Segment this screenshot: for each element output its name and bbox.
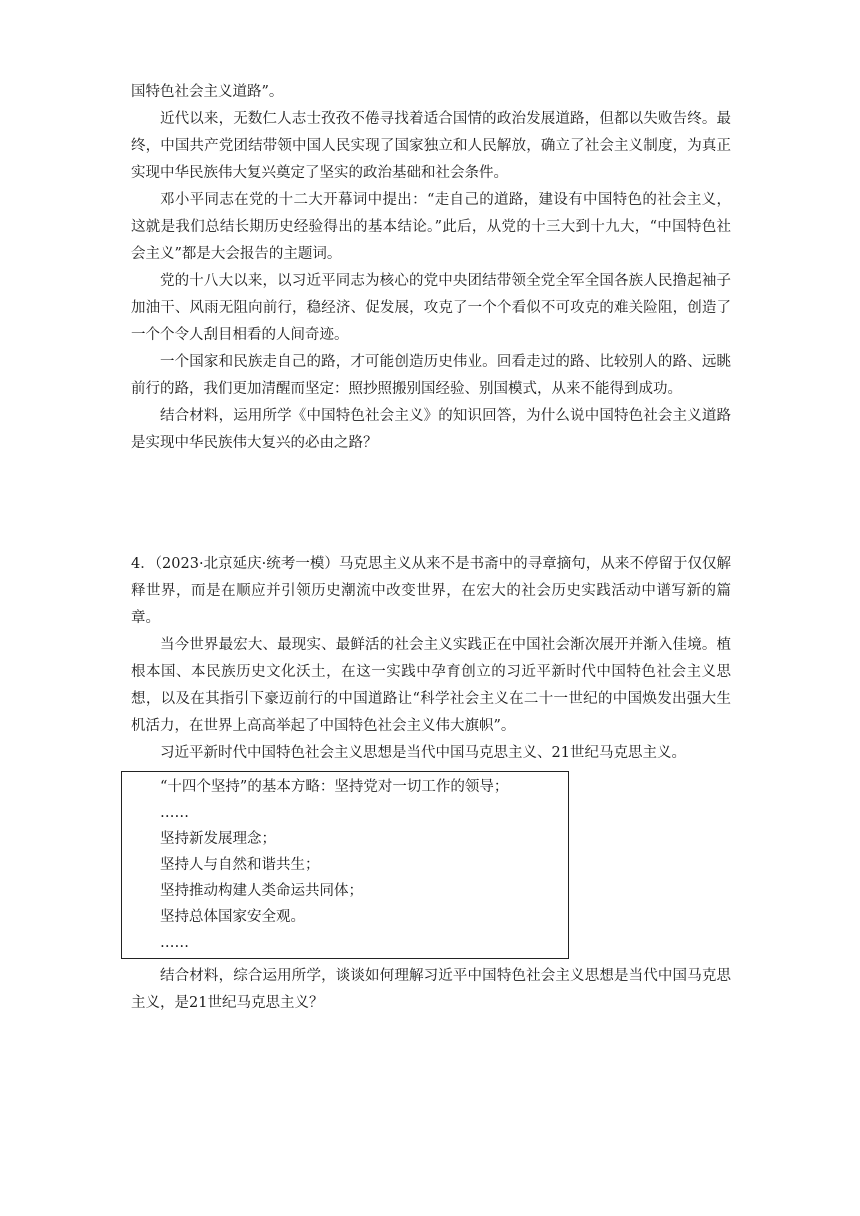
paragraph-modern-history: 近代以来，无数仁人志士孜孜不倦寻找着适合国情的政治发展道路，但都以失败告终。最终，中国共产党团结带领中国人民实现了国家独立和人民解放，确立了社会主义制度，为真正实现中华民族伟大复兴奠定了坚实的政治基础和社会条件。 <box>131 111 731 181</box>
document-content <box>131 79 731 1017</box>
question-3-prompt: 结合材料，运用所学《中国特色社会主义》的知识回答，为什么说中国特色社会主义道路是实现中华民族伟大复兴的必由之路？ <box>131 408 731 451</box>
answer-space <box>131 457 731 551</box>
question-4-paragraph-2: 当今世界最宏大、最现实、最鲜活的社会主义实践正在中国社会渐次展开并渐入佳境。植根本国、本民族历史文化沃土，在这一实践中孕育创立的习近平新时代中国特色社会主义思想，以及在其指引下豪迈前行的中国道路让“科学社会主义在二十一世纪的中国焕发出强大生机活力，在世界上高高举起了中国特色社会主义伟大旗帜”。 <box>131 637 731 734</box>
paragraph-eighteenth-congress: 党的十八大以来，以习近平同志为核心的党中央团结带领全党全军全国各族人民撸起袖子加油干、风雨无阻向前行，稳经济、促发展，攻克了一个个看似不可攻克的难关险阻，创造了一个个令人刮目相看的人间奇迹。 <box>131 273 731 343</box>
box-line: …… <box>160 805 189 821</box>
box-line: 坚持推动构建人类命运共同体； <box>160 883 363 899</box>
question-4-intro: 4．（2023·北京延庆·统考一模）马克思主义从来不是书斋中的寻章摘句，从来不停留于仅仅解释世界，而是在顺应并引领历史潮流中改变世界，在宏大的社会历史实践活动中谱写新的篇章。 <box>131 556 731 626</box>
paragraph-deng-xiaoping: 邓小平同志在党的十二大开幕词中提出：“走自己的道路，建设有中国特色的社会主义，这就是我们总结长期历史经验得出的基本结论。”此后，从党的十三大到十九大，“中国特色社会主义”都是大会报告的主题词。 <box>131 192 731 262</box>
paragraph-continuation: 国特色社会主义道路”。 <box>131 84 284 100</box>
box-line: “十四个坚持”的基本方略：坚持党对一切工作的领导； <box>160 779 509 795</box>
question-4-prompt: 结合材料，综合运用所学，谈谈如何理解习近平中国特色社会主义思想是当代中国马克思主义，是21世纪马克思主义？ <box>131 968 731 1011</box>
box-line: 坚持新发展理念； <box>160 831 276 847</box>
box-line: …… <box>160 935 189 951</box>
box-line: 坚持人与自然和谐共生； <box>160 857 320 873</box>
question-4-paragraph-3: 习近平新时代中国特色社会主义思想是当代中国马克思主义、21世纪马克思主义。 <box>160 745 686 761</box>
box-line: 坚持总体国家安全观。 <box>160 909 305 925</box>
fourteen-commitments-box <box>121 771 569 959</box>
paragraph-own-path: 一个国家和民族走自己的路，才可能创造历史伟业。回看走过的路、比较别人的路、远眺前行的路，我们更加清醒而坚定：照抄照搬别国经验、别国模式，从来不能得到成功。 <box>131 354 731 397</box>
